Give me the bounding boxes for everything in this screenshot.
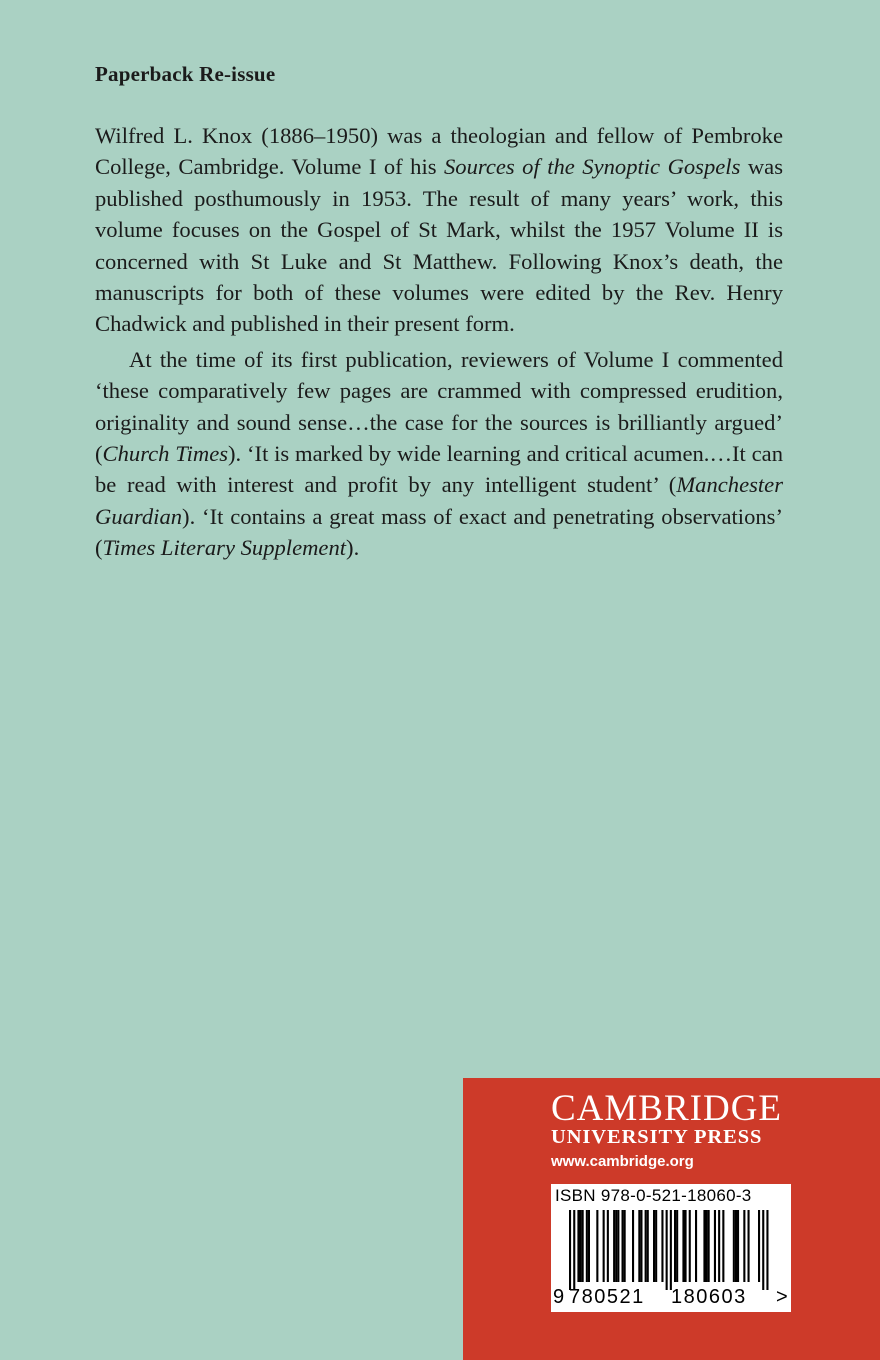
blurb	[95, 120, 783, 564]
barcode-bar	[676, 1210, 678, 1282]
blurb-text: ).	[346, 535, 360, 561]
barcode-bar	[603, 1210, 605, 1282]
barcode-bar	[689, 1210, 691, 1282]
barcode-bar	[588, 1210, 590, 1282]
book-title: Sources of the Synoptic Gospels	[444, 154, 741, 180]
barcode-bar	[582, 1210, 584, 1282]
barcode-bar	[596, 1210, 598, 1282]
barcode-arrow: >	[776, 1286, 788, 1308]
barcode-bar	[706, 1210, 708, 1282]
isbn-label: ISBN 978-0-521-18060-3	[555, 1186, 752, 1205]
barcode-bar	[613, 1210, 615, 1282]
barcode-bar	[735, 1210, 737, 1282]
barcode-bar	[577, 1210, 579, 1282]
blurb-text: was published posthumously in 1953. The result of many years’ work, this volume focuses on the Gospel of St Mark, whilst the 1957 Volume II is concerned with St Luke and St Matthew. Following Knox’s death, the manuscripts for both of these volumes were edited by the Rev. Henry Chadwick and published in their present form.	[95, 154, 783, 337]
barcode-guard-bar	[666, 1210, 668, 1290]
barcode-bar	[653, 1210, 655, 1282]
barcode-bar	[674, 1210, 676, 1282]
barcode-bar	[685, 1210, 687, 1282]
barcode-bar	[640, 1210, 642, 1282]
barcode-bar	[743, 1210, 745, 1282]
review-source: Manchester Guardian	[95, 472, 783, 529]
barcode-bar	[638, 1210, 640, 1282]
cover-heading: Paperback Re-issue	[95, 62, 276, 86]
barcode-digits-left: 780521	[569, 1286, 645, 1308]
barcode-bar	[722, 1210, 724, 1282]
barcode-bar	[586, 1210, 588, 1282]
barcode-bar	[714, 1210, 716, 1282]
barcode-bar	[624, 1210, 626, 1282]
barcode-bar	[615, 1210, 617, 1282]
publisher-subname: UNIVERSITY PRESS	[551, 1126, 763, 1148]
blurb-text: ). ‘It contains a great mass of exact and penetrating observations’ (	[95, 503, 783, 561]
publisher-url: www.cambridge.org	[551, 1153, 694, 1170]
barcode-bar	[645, 1210, 647, 1282]
barcode-bar	[617, 1210, 619, 1282]
barcode-bar	[737, 1210, 739, 1282]
barcode-bar	[703, 1210, 705, 1282]
barcode-digits-right: 180603	[671, 1286, 747, 1308]
review-source: Times Literary Supplement	[102, 535, 347, 561]
barcode-bar	[718, 1210, 720, 1282]
barcode-guard-bar	[766, 1210, 768, 1290]
barcode-bar	[647, 1210, 649, 1282]
barcode-bar	[708, 1210, 710, 1282]
barcode-bar	[655, 1210, 657, 1282]
barcode-guard-bar	[670, 1210, 672, 1290]
blurb-text: At the time of its first publication, reviewers of Volume I commented ‘these comparatively few pages are crammed with compressed erudition, originality and sound sense…the case for the sources is brilliantly argued’ (	[95, 346, 783, 467]
blurb-paragraph-2	[95, 344, 783, 564]
blurb-text: Wilfred L. Knox (1886–1950) was a theologian and fellow of Pembroke College, Cambridge. Volume I of his	[95, 123, 783, 180]
barcode-panel	[551, 1184, 791, 1312]
barcode-bar	[607, 1210, 609, 1282]
barcode-bar	[682, 1210, 684, 1282]
barcode-bar	[622, 1210, 624, 1282]
barcode-guard-bar	[573, 1210, 575, 1290]
barcode-guard-bar	[569, 1210, 571, 1290]
barcode-bar	[748, 1210, 750, 1282]
barcode-bar	[632, 1210, 634, 1282]
review-source: Church Times	[102, 441, 229, 467]
blurb-text: ). ‘It is marked by wide learning and critical acumen.…It can be read with interest and profit by any intelligent student’ (	[95, 441, 784, 498]
barcode-bar	[580, 1210, 582, 1282]
publisher-name: CAMBRIDGE	[551, 1088, 783, 1129]
barcode-bar	[758, 1210, 760, 1282]
publisher-panel	[463, 1078, 880, 1360]
barcode-bar	[733, 1210, 735, 1282]
barcode-bar	[661, 1210, 663, 1282]
blurb-paragraph-1	[95, 120, 783, 340]
barcode-digit-first: 9	[553, 1286, 565, 1308]
barcode-guard-bar	[762, 1210, 764, 1290]
barcode-bar	[695, 1210, 697, 1282]
